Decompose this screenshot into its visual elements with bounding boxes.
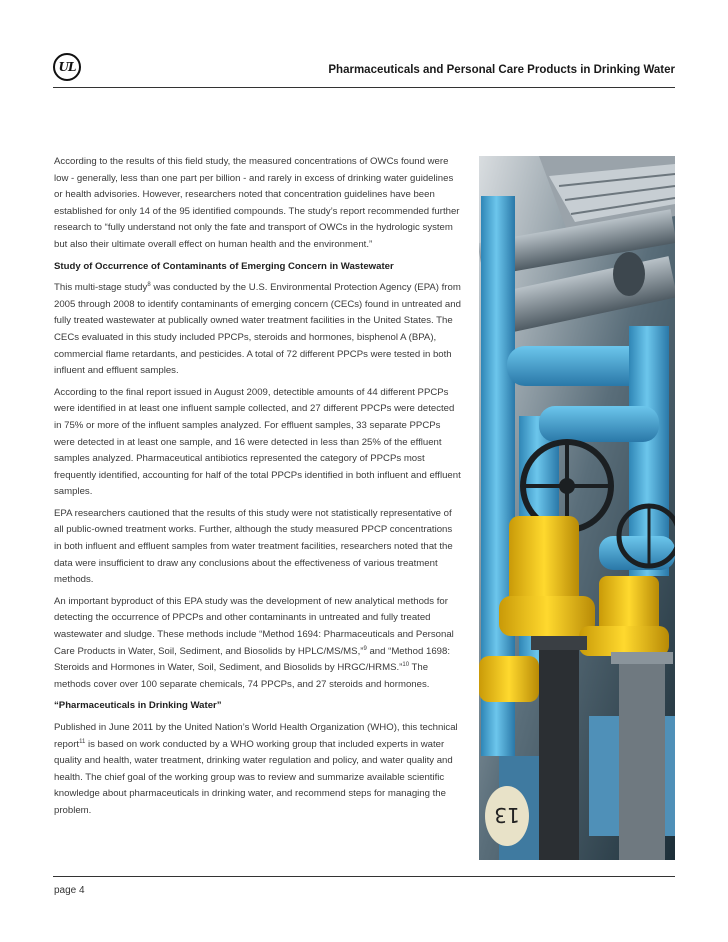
footnote-ref: 10 <box>402 662 410 669</box>
valve-number-tag <box>485 786 529 846</box>
paragraph-field-study-results: According to the results of this field study, the measured concentrations of OWCs found were low - generally, less than one part per billion - and rarely in excess of drinking water guidelines or health advisories. However, researchers noted that concentration guidelines have been established for only 14 of the 95 identified compounds. The study’s report recommended further research to “fully understand not only the fate and transport of OWCs in the hydrologic system but also their ultimate overall effect on human health and the environment.” <box>54 156 460 250</box>
section-heading-cec-wastewater: Study of Occurrence of Contaminants of Emerging Concern in Wastewater <box>54 260 394 272</box>
pipes-illustration <box>479 156 675 860</box>
text-run: This multi-stage study <box>54 282 148 294</box>
text-run: and “Method 1698: Steroids and Hormones in Water, Soil, Sediment, and Biosolids by HRGC/HRMS.” <box>54 645 450 674</box>
text-run: is based on work conducted by a WHO working group that included experts in water quality and health, water treatment, drinking water regulation and policy, and water quality and health. The chief goal of the working group was to review and summarize available scientific knowledge about pharmaceuticals in drinking water, and recommend steps for managing the problem. <box>54 738 453 816</box>
header-rule <box>53 87 675 88</box>
body-text <box>54 154 462 825</box>
text-run: An important byproduct of this EPA study was the development of new analytical methods for detecting the occurrence of PPCPs and other contaminants in untreated and fully treated wastewater and sludge. These methods include “Method 1694: Pharmaceuticals and Personal Care Products in Water, Soil, Sediment, and Biosolids by HPLC/MS/MS,” <box>54 595 454 657</box>
text-run: The methods cover over 100 separate chemicals, 74 PPCPs, and 27 steroids and hormones. <box>54 662 430 690</box>
water-pipes-photo <box>479 156 675 860</box>
ul-logo: UL <box>53 53 81 81</box>
text-run: was conducted by the U.S. Environmental Protection Agency (EPA) from 2005 through 2008 to identify contaminants of emerging concern (CECs) found in untreated and fully treated wastewater at publically owned water treatment facilities in the United States. The CECs evaluated in this study included PPCPs, steroids and hormones, bisphenol A (BPA), commercial flame retardants, and pesticides. A total of 72 different PPCPs were tested in both influent and effluent samples. <box>54 282 461 377</box>
paragraph-final-report: According to the final report issued in August 2009, detectible amounts of 44 different PPCPs were identified in at least one influent sample collected, and 27 different PPCPs were detected in 75% or more of the influent samples analyzed. For effluent samples, 33 separate PPCPs were detected in at least one sample, and 16 were detected in less than 25% of the effluent samples analyzed. Pharmaceutical antibiotics represented the category of PPCPs most frequently identified, accounting for half of the total PPCPs identified in both influent and effluent samples. <box>54 386 461 498</box>
footnote-ref: 11 <box>79 738 86 745</box>
section-heading-who-report: “Pharmaceuticals in Drinking Water” <box>54 700 222 712</box>
page-number: page 4 <box>54 885 85 896</box>
paragraph-who-report <box>54 720 462 820</box>
footer-rule <box>53 876 675 877</box>
text-run: Published in June 2011 by the United Nation’s World Health Organization (WHO), this technical report <box>54 722 458 750</box>
running-title: Pharmaceuticals and Personal Care Products in Drinking Water <box>328 64 675 76</box>
footnote-ref: 9 <box>363 645 367 652</box>
footnote-ref: 8 <box>147 281 151 288</box>
paragraph-analytical-methods <box>54 594 462 694</box>
paragraph-epa-study <box>54 280 462 380</box>
paragraph-epa-caution: EPA researchers cautioned that the results of this study were not statistically representative of all public-owned treatment works. Further, although the study measured PPCP concentrations in both influent and effluent samples from water treatment facilities, researchers noted that the data were insufficient to draw any conclusions about the effectiveness of various treatment methods. <box>54 507 453 586</box>
valve-number: 13 <box>494 803 520 827</box>
